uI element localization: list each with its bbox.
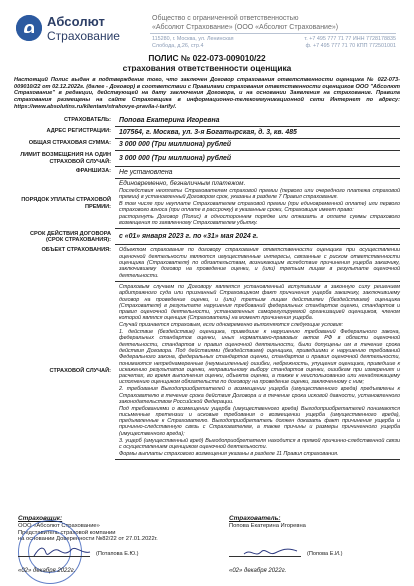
row-insured (14, 115, 400, 127)
company-name-line1: Общество с ограниченной ответственностью (152, 15, 299, 22)
object-label: ОБЪЕКТ СТРАХОВАНИЯ: (41, 246, 111, 253)
insurer-heading: Страховщик: (18, 515, 63, 522)
address-value: 107564, г. Москва, ул. 3-я Богатырская, д. 3, кв. 485 (115, 126, 400, 138)
case-p7: Формы выплаты страхового возмещения указаны в разделе 11 Правил страхования. (119, 450, 339, 457)
insured-label: СТРАХОВАТЕЛЬ: (63, 116, 111, 123)
row-limit (14, 150, 400, 166)
row-sum (14, 138, 400, 150)
case-p6: 3. ущерб (имущественный вред) Выгодоприобретателя находится в прямой причинно-следственной связи с осуществлением оценщиком оценочной деятельности. (119, 437, 400, 450)
policy-title (14, 54, 400, 73)
franchise-label: ФРАНШИЗА: (75, 168, 111, 175)
sum-label: ОБЩАЯ СТРАХОВАЯ СУММА: (28, 140, 111, 147)
row-case (14, 281, 400, 459)
limit-label: ЛИМИТ ВОЗМЕЩЕНИЯ НА ОДИН СТРАХОВОЙ СЛУЧАЙ: (20, 152, 111, 165)
header-divider (150, 33, 396, 34)
case-label: СТРАХОВОЙ СЛУЧАЙ: (49, 367, 111, 374)
letterhead (14, 8, 400, 52)
insured-date: «02» декабря 2022г. (229, 568, 287, 574)
payment-label: ПОРЯДОК УПЛАТЫ СТРАХОВОЙ ПРЕМИИ: (21, 197, 111, 210)
insured-signature-block (229, 515, 379, 574)
object-value: Объектом страхования по договору страхования ответственности оценщика при осуществлении оценочной деятельности являются имущественные интересы, связанные с риском ответственности оценщика (Страхователя) по обязательствам, возникающим вследствие причинения ущерба заказчику, заключившему договор на проведение оценки, и (или) третьим лицам в результате оценочной деятельности. (115, 245, 400, 281)
insurer-org: ООО «Абсолют Страхование» (18, 522, 100, 529)
payment-p1: Единовременно, безналичным платежом. (119, 179, 246, 187)
signatures-block (14, 516, 400, 584)
case-p2: Случай признается страховым, если одновременно выполняются следующие условия: (119, 322, 344, 329)
company-name (152, 14, 338, 32)
sum-value: 3 000 000 (Три миллиона) рублей (115, 138, 400, 150)
company-name-line2: «Абсолют Страхование» (ООО «Абсолют Страхование») (152, 24, 339, 31)
logo-text-strahovanie: Страхование (47, 29, 120, 43)
row-period (14, 229, 400, 245)
case-value (115, 281, 400, 459)
period-value: с «01» января 2023 г. по «31» мая 2024 г. (115, 229, 400, 245)
address-line1: 115280, г. Москва, ул. Ленинская (152, 36, 234, 42)
payment-value (115, 178, 400, 229)
limit-value: 3 000 000 (Три миллиона) рублей (115, 150, 400, 166)
policy-type: страхования ответственности оценщика (122, 62, 292, 73)
case-p3: 1. действие (бездействие) оценщика, приведшие к нарушению требований Федерального закона, федеральных стандартов оценки, иных нормативно-правовых актов РФ в области оценочной деятельности, стандартов и правил оценочной деятельности, были допущены им в течение срока действия Договора. Под действиями (бездействием) оценщика, приведшими к нарушению требований Федерального закона, федеральных стандартов оценки, стандартов и правил оценочной деятельности, понимаются непреднамеренные (неумышленные) ошибки, небрежность, упущения оценщика, приведшие к искажению результатов оценки, неправильному выбору стандартов оценки, ошибкам при измерениях и расчетах, во время выполнения оценки, объекта оценки, а также к неиспользованию или ненадлежащему исполнению оценщиком обязательств по договору на проведение оценки, заключенному с ним; (119, 329, 400, 386)
address-line2: Слобода, д.26, стр.4 (152, 43, 204, 49)
contacts-line2: ф. +7 495 777 71 70 КПП 772501001 (305, 43, 396, 49)
insurer-signature-block (18, 515, 168, 574)
company-address (152, 36, 234, 50)
row-object (14, 245, 400, 281)
insurer-basis: на основании Доверенности №82/22 от 27.01.2022г. (18, 536, 158, 543)
insured-org: Попова Екатерина Игоревна (229, 522, 306, 529)
case-p4: 2. требования Выгодоприобретателей о возмещении ущерба (имущественного вреда) предъявлены к Страхователю в течение срока действия Договора и в течение срока исковой давности, установленного законодательством Российской Федерации. (119, 386, 400, 405)
policy-fields-table (14, 115, 400, 460)
payment-p2: Последствия неоплаты Страхователем страховой премии (первого или очередного платежа страховой премии) в установленный Договором срок, указаны в разделе 7 Правил страхования. (119, 187, 400, 200)
address-label: АДРЕС РЕГИСТРАЦИИ: (46, 128, 111, 135)
logo-text-absolut: Абсолют (47, 14, 106, 29)
company-logo (16, 12, 120, 46)
insurer-signature-icon (32, 544, 92, 560)
insured-heading: Страхователь: (229, 515, 281, 522)
insurer-role: Представитель страховой компании (18, 529, 116, 536)
policy-intro: Настоящий Полис выдан в подтверждение того, что заключен Договор страхования ответственности оценщика № 022-073-009010/22 от 02.12.2022г. (далее - Договор) в соответствии с Правилами страхования ответственности оценщиков ООО "Абсолют Страхование" в редакции, действующей на дату заключения Договора, и на основании Заявления на страхование. Правила страхования размещены на сайте Страховщика в информационно-телекоммуникационной сети Интернет по адресу: https://www.absolutins.ru/klientam/strahovye-pravila-i-tarify/. (14, 77, 400, 110)
absolut-logo-icon (16, 15, 42, 41)
period-label: СРОК ДЕЙСТВИЯ ДОГОВОРА (СРОК СТРАХОВАНИЯ): (29, 230, 111, 244)
payment-p3: В том числе при неуплате Страхователем страховой премии (при единовременной оплате) или первого страхового взноса (при оплате в рассрочку) в указанные сроки, Страховщик имеет право: (119, 200, 400, 213)
insurer-date: «02» декабря 2022г. (18, 568, 76, 574)
insured-value: Попова Екатерина Игоревна (115, 115, 400, 127)
insurer-name: (Потапова Е.Ю.) (96, 551, 139, 557)
case-p5: Под требованиями о возмещении ущерба (имущественного вреда) Выгодоприобретателей понимаются письменные претензии и исковые требования о возмещении ущерба (имущественного вреда), предъявленные к Страхователю. Выгодоприобретатель должен доказать факт причинения ущерба и причинно-следственную связь с Страхователем, а также причины и размеры причиненного ущерба (имущественного вреда); (119, 405, 400, 437)
row-payment (14, 178, 400, 229)
company-contacts (304, 36, 396, 50)
row-address (14, 126, 400, 138)
franchise-value: Не установлена (115, 166, 400, 178)
insurer-signature-line (18, 556, 90, 557)
contacts-line1: т. +7 495 777 71 77 ИНН 7728178835 (304, 36, 396, 42)
case-p1: Страховым случаем по Договору является установленный вступившим в законную силу решением арбитражного суда или признанный Страховщиком факт причинения ущерба заказчику, заключившему договор на проведение оценки, и (или) третьим лицам действиями (бездействием) оценщика (Страхователя) в результате нарушения требований федеральных стандартов оценки, стандартов и правил оценочной деятельности, установленных саморегулируемой организацией оценщиков, членом которой являлся оценщик (Страхователь) на момент причинения ущерба. (119, 283, 400, 322)
insured-signature-icon (241, 544, 301, 560)
row-franchise (14, 166, 400, 178)
insured-name: (Попова Е.И.) (307, 551, 343, 557)
payment-p4: расторгнуть Договор (Полис) в одностороннем порядке или отказать в оплате суммы страхового возмещения по заявленному Страхователем убытку. (119, 213, 400, 226)
policy-number: ПОЛИС № 022-073-009010/22 (148, 53, 266, 63)
insured-signature-line (229, 556, 301, 557)
